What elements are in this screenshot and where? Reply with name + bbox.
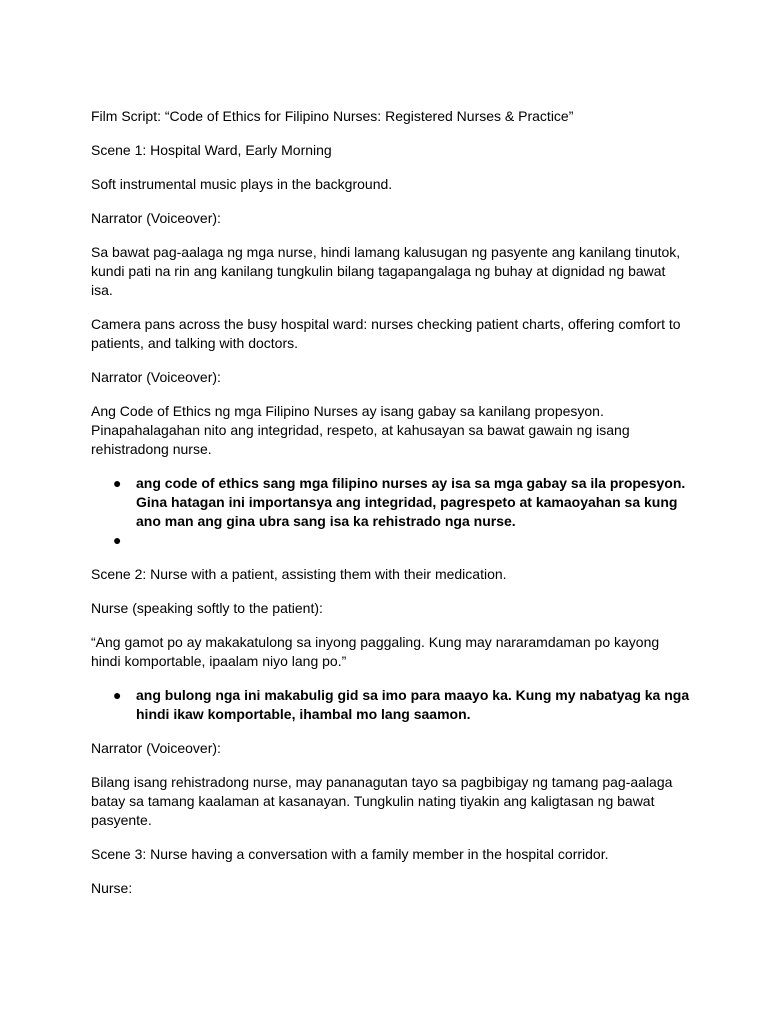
- stage-direction: Camera pans across the busy hospital ward: nurses checking patient charts, offering comfort to patients, and talking with doctors.: [91, 316, 681, 351]
- scene-1-heading: Scene 1: Hospital Ward, Early Morning: [91, 142, 332, 158]
- speaker-label: Nurse (speaking softly to the patient):: [91, 600, 323, 616]
- translation-text: ang code of ethics sang mga filipino nurses ay isa sa mga gabay sa ila propesyon. Gina hatagan ini importansya ang integridad, pagrespeto at kamaoyahan sa kung ano man ang gina ubra sang isa ka rehistrado nga nurse.: [136, 475, 686, 529]
- narration-paragraph: Ang Code of Ethics ng mga Filipino Nurses ay isang gabay sa kanilang propesyon. Pinapahalagahan nito ang integridad, respeto, at kahusayan sa bawat gawain ng isang rehistradong nurse.: [91, 403, 630, 457]
- stage-direction: Soft instrumental music plays in the background.: [91, 176, 393, 192]
- list-item: [91, 686, 691, 724]
- script-title: Film Script: “Code of Ethics for Filipino Nurses: Registered Nurses & Practice”: [91, 108, 574, 124]
- translation-bullet-list: [91, 474, 691, 550]
- list-item: [91, 531, 691, 550]
- scene-3-heading: Scene 3: Nurse having a conversation with a family member in the hospital corridor.: [91, 846, 609, 862]
- translation-text: ang bulong nga ini makabulig gid sa imo para maayo ka. Kung my nabatyag ka nga hindi ikaw komportable, ihambal mo lang saamon.: [136, 687, 690, 722]
- bullet-icon: ●: [113, 532, 122, 548]
- list-item: [91, 474, 691, 531]
- translation-bullet-list: [91, 686, 691, 724]
- scene-2-heading: Scene 2: Nurse with a patient, assisting them with their medication.: [91, 566, 507, 582]
- speaker-label: Narrator (Voiceover):: [91, 740, 221, 756]
- bullet-icon: ●: [113, 687, 122, 703]
- speaker-label: Nurse:: [91, 880, 133, 896]
- bullet-icon: ●: [113, 475, 122, 491]
- narration-paragraph: Sa bawat pag-aalaga ng mga nurse, hindi lamang kalusugan ng pasyente ang kanilang tinutok, kundi pati na rin ang kanilang tungkulin bilang tagapangalaga ng buhay at dignidad ng bawat isa.: [91, 244, 681, 298]
- document-page: [91, 107, 691, 913]
- narration-paragraph: Bilang isang rehistradong nurse, may pananagutan tayo sa pagbibigay ng tamang pag-aalaga batay sa tamang kaalaman at kasanayan. Tungkulin nating tiyakin ang kaligtasan ng bawat pasyente.: [91, 774, 673, 828]
- dialogue-paragraph: “Ang gamot po ay makakatulong sa inyong paggaling. Kung may nararamdaman po kayong hindi komportable, ipaalam niyo lang po.”: [91, 634, 660, 669]
- speaker-label: Narrator (Voiceover):: [91, 210, 221, 226]
- speaker-label: Narrator (Voiceover):: [91, 369, 221, 385]
